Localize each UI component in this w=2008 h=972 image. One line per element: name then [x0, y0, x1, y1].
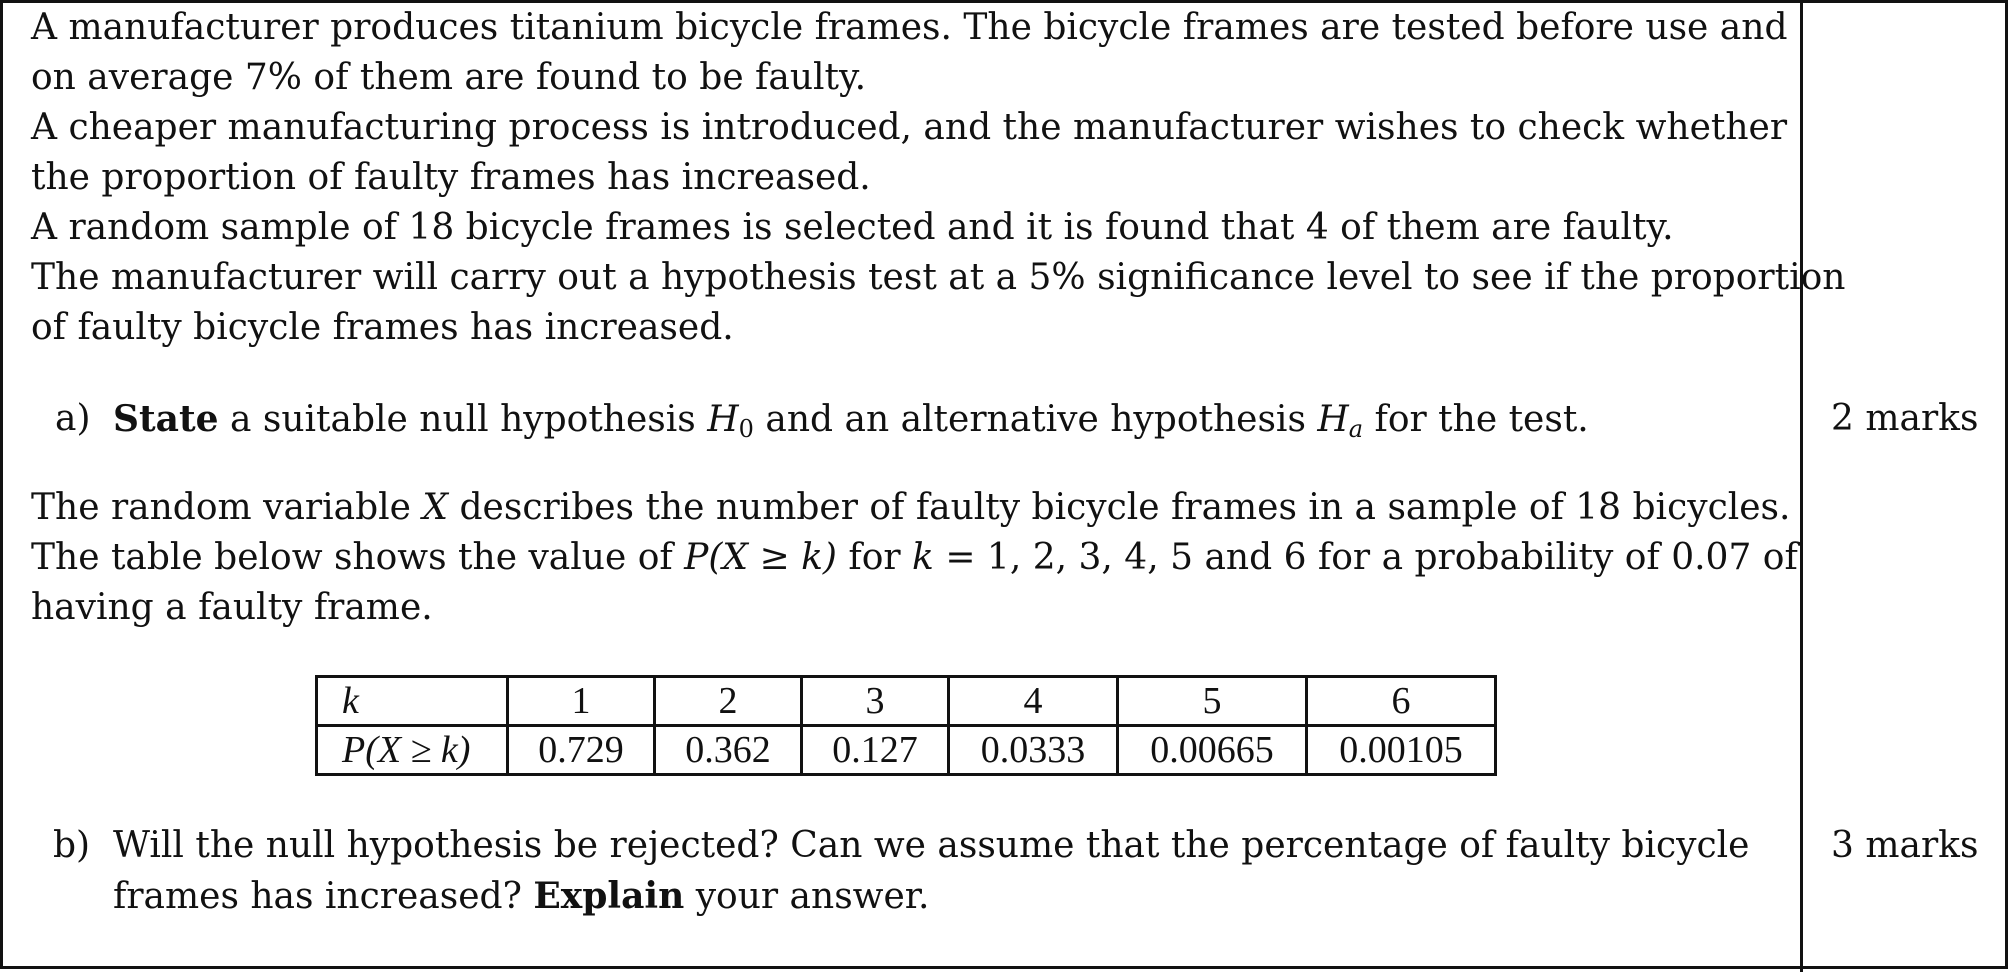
- middle-line-2-pre: The table below shows the value of: [31, 537, 685, 578]
- intro-line-1: A manufacturer produces titanium bicycle frames. The bicycle frames are tested before use and: [31, 7, 1788, 48]
- ha-subscript: a: [1348, 415, 1364, 443]
- probability-cell: 0.0333: [949, 726, 1118, 775]
- middle-line-1-post: describes the number of faulty bicycle frames in a sample of 18 bicycles.: [448, 487, 1791, 528]
- k-cell: 4: [949, 677, 1118, 726]
- middle-line-1-pre: The random variable: [31, 487, 423, 528]
- middle-line-2-mid: for: [836, 537, 913, 578]
- probability-cell: 0.00105: [1307, 726, 1496, 775]
- intro-line-5: A random sample of 18 bicycle frames is selected and it is found that 4 of them are faulty.: [31, 207, 1674, 248]
- intro-line-7: of faulty bicycle frames has increased.: [31, 307, 734, 348]
- middle-line-1: [31, 483, 1790, 533]
- part-a-text-3: for the test.: [1363, 399, 1589, 440]
- k-row-header: k: [317, 677, 508, 726]
- probability-row: [317, 726, 1496, 775]
- k-cell: 3: [802, 677, 949, 726]
- probability-cell: 0.00665: [1118, 726, 1307, 775]
- probability-expression: P(X ≥ k): [684, 537, 837, 578]
- part-a-text-1: a suitable null hypothesis: [218, 399, 708, 440]
- part-b-label: b): [53, 825, 91, 866]
- h0-subscript: 0: [738, 415, 754, 443]
- probability-cell: 0.729: [508, 726, 655, 775]
- probability-row-header: P(X ≥ k): [317, 726, 508, 775]
- part-a-verb: State: [113, 398, 219, 440]
- intro-line-2: on average 7% of them are found to be faulty.: [31, 57, 867, 98]
- h0-symbol: H: [707, 399, 739, 440]
- part-b-line-1: Will the null hypothesis be rejected? Can we assume that the percentage of faulty bicycle: [113, 825, 1750, 866]
- middle-line-2-post: = 1, 2, 3, 4, 5 and 6 for a probability of 0.07 of: [933, 537, 1798, 578]
- part-a-label: a): [55, 398, 91, 439]
- probability-table: [315, 675, 1497, 776]
- middle-line-3: having a faulty frame.: [31, 587, 433, 628]
- random-variable-x: X: [422, 487, 449, 528]
- part-a-marks: 2 marks: [1831, 398, 1979, 439]
- ha-symbol: H: [1317, 399, 1349, 440]
- k-cell: 6: [1307, 677, 1496, 726]
- intro-line-6: The manufacturer will carry out a hypothesis test at a 5% significance level to see if the proportion: [31, 257, 1846, 298]
- marks-column-divider: [1800, 3, 1803, 972]
- part-b-line-2-post: your answer.: [684, 876, 930, 917]
- probability-cell: 0.362: [655, 726, 802, 775]
- part-b-line-2-pre: frames has increased?: [113, 876, 534, 917]
- part-a-text-2: and an alternative hypothesis: [753, 399, 1318, 440]
- k-variable: k: [912, 537, 934, 578]
- part-b-verb: Explain: [533, 875, 685, 917]
- intro-line-4: the proportion of faulty frames has increased.: [31, 157, 871, 198]
- part-a-question: [113, 394, 1589, 445]
- k-row: [317, 677, 1496, 726]
- part-b-line-2: [113, 871, 930, 922]
- k-cell: 2: [655, 677, 802, 726]
- k-cell: 1: [508, 677, 655, 726]
- intro-line-3: A cheaper manufacturing process is introduced, and the manufacturer wishes to check whether: [31, 107, 1788, 148]
- probability-cell: 0.127: [802, 726, 949, 775]
- middle-line-2: [31, 533, 1798, 583]
- k-cell: 5: [1118, 677, 1307, 726]
- part-b-marks: 3 marks: [1831, 825, 1979, 866]
